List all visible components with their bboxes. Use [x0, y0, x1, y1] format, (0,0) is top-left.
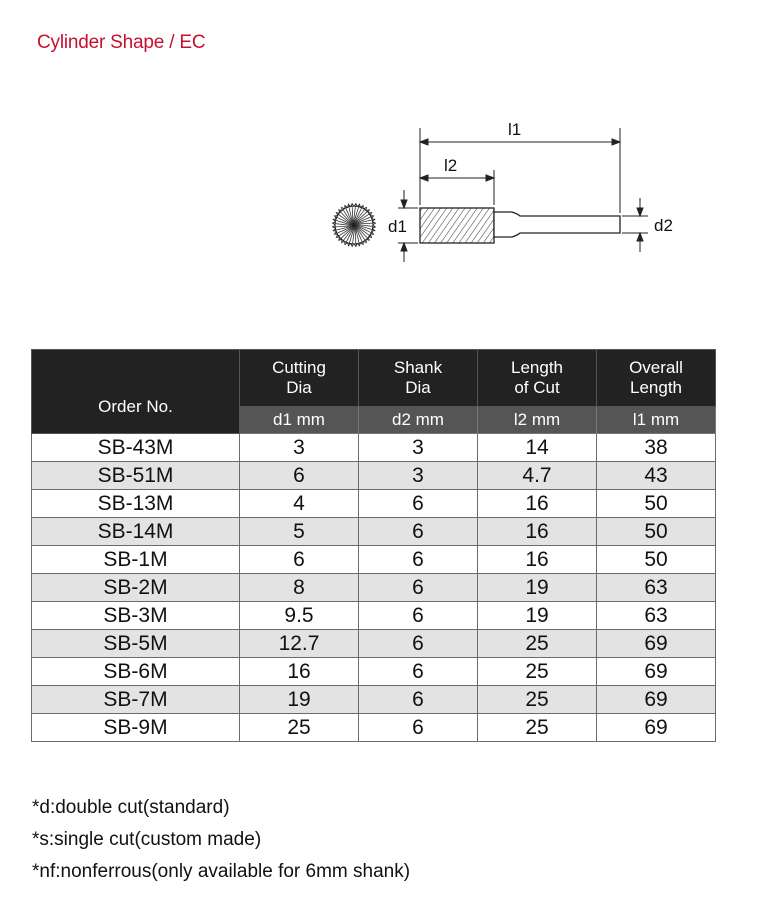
- order-no-cell: SB-6M: [32, 658, 240, 686]
- burr-dimension-diagram: [0, 0, 762, 330]
- value-cell: 38: [597, 434, 716, 462]
- value-cell: 19: [240, 686, 359, 714]
- order-no-cell: SB-1M: [32, 546, 240, 574]
- table-row: [32, 490, 716, 518]
- spec-table: [31, 349, 716, 742]
- table-row: [32, 686, 716, 714]
- order-no-cell: SB-9M: [32, 714, 240, 742]
- unit-l1: l1 mm: [597, 407, 716, 434]
- value-cell: 3: [240, 434, 359, 462]
- notes: [32, 792, 410, 888]
- d1-label: d1: [388, 217, 407, 236]
- table-row: [32, 714, 716, 742]
- unit-l2: l2 mm: [478, 407, 597, 434]
- value-cell: 6: [240, 462, 359, 490]
- value-cell: 6: [359, 546, 478, 574]
- note-nonferrous: *nf:nonferrous(only available for 6mm shank): [32, 861, 411, 882]
- value-cell: 6: [359, 658, 478, 686]
- order-no-cell: SB-51M: [32, 462, 240, 490]
- value-cell: 4.7: [478, 462, 597, 490]
- l2-label: l2: [444, 156, 458, 175]
- l1-label: l1: [508, 120, 522, 139]
- value-cell: 3: [359, 434, 478, 462]
- value-cell: 50: [597, 518, 716, 546]
- burr-end-view: [333, 204, 376, 247]
- order-no-cell: SB-14M: [32, 518, 240, 546]
- value-cell: 25: [478, 686, 597, 714]
- value-cell: 16: [240, 658, 359, 686]
- l2-dimension: [420, 170, 494, 205]
- table-row: [32, 574, 716, 602]
- page-title: Cylinder Shape / EC: [37, 32, 206, 53]
- value-cell: 63: [597, 602, 716, 630]
- value-cell: 16: [478, 546, 597, 574]
- burr-neck: [494, 212, 620, 237]
- value-cell: 8: [240, 574, 359, 602]
- order-no-cell: SB-5M: [32, 630, 240, 658]
- burr-cutting-head: [420, 208, 494, 243]
- value-cell: 50: [597, 546, 716, 574]
- col-header-cutting-dia: Cutting Dia: [240, 350, 359, 407]
- table-row: [32, 518, 716, 546]
- value-cell: 3: [359, 462, 478, 490]
- value-cell: 69: [597, 658, 716, 686]
- value-cell: 14: [478, 434, 597, 462]
- table-row: [32, 658, 716, 686]
- value-cell: 16: [478, 490, 597, 518]
- value-cell: 69: [597, 630, 716, 658]
- table-row: [32, 546, 716, 574]
- table-row: [32, 462, 716, 490]
- value-cell: 16: [478, 518, 597, 546]
- order-no-header: Order No.: [32, 350, 240, 434]
- value-cell: 6: [359, 602, 478, 630]
- table-row: [32, 602, 716, 630]
- value-cell: 63: [597, 574, 716, 602]
- unit-d1: d1 mm: [240, 407, 359, 434]
- table-row: [32, 434, 716, 462]
- value-cell: 19: [478, 574, 597, 602]
- value-cell: 5: [240, 518, 359, 546]
- value-cell: 6: [359, 686, 478, 714]
- value-cell: 69: [597, 686, 716, 714]
- value-cell: 6: [359, 518, 478, 546]
- value-cell: 9.5: [240, 602, 359, 630]
- value-cell: 6: [359, 714, 478, 742]
- value-cell: 50: [597, 490, 716, 518]
- col-header-shank-dia: Shank Dia: [359, 350, 478, 407]
- col-header-overall-length: Overall Length: [597, 350, 716, 407]
- order-no-cell: SB-3M: [32, 602, 240, 630]
- value-cell: 4: [240, 490, 359, 518]
- col-header-length-of-cut: Length of Cut: [478, 350, 597, 407]
- d2-label: d2: [654, 216, 673, 235]
- table-row: [32, 630, 716, 658]
- value-cell: 6: [359, 630, 478, 658]
- note-double-cut: *d:double cut(standard): [32, 797, 230, 818]
- value-cell: 25: [240, 714, 359, 742]
- d2-dimension: [622, 198, 648, 252]
- note-single-cut: *s:single cut(custom made): [32, 829, 262, 850]
- value-cell: 69: [597, 714, 716, 742]
- value-cell: 6: [359, 574, 478, 602]
- value-cell: 25: [478, 714, 597, 742]
- order-no-cell: SB-43M: [32, 434, 240, 462]
- value-cell: 6: [240, 546, 359, 574]
- spec-table-body: [32, 434, 716, 742]
- value-cell: 43: [597, 462, 716, 490]
- order-no-cell: SB-2M: [32, 574, 240, 602]
- order-no-cell: SB-13M: [32, 490, 240, 518]
- order-no-cell: SB-7M: [32, 686, 240, 714]
- value-cell: 25: [478, 658, 597, 686]
- value-cell: 12.7: [240, 630, 359, 658]
- value-cell: 19: [478, 602, 597, 630]
- value-cell: 6: [359, 490, 478, 518]
- unit-d2: d2 mm: [359, 407, 478, 434]
- value-cell: 25: [478, 630, 597, 658]
